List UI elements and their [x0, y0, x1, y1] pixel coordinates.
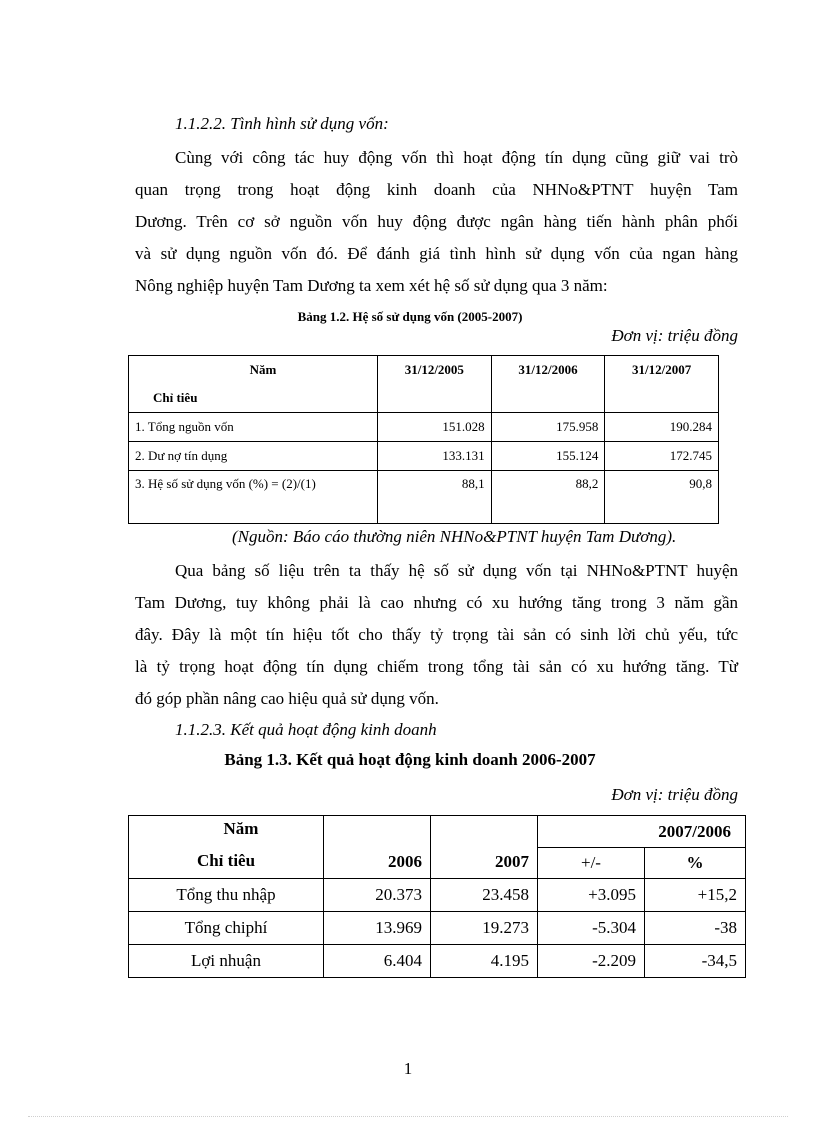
table-caption-business-results: Bảng 1.3. Kết quả hoạt động kinh doanh 2006-2007 — [224, 750, 596, 769]
page-number: 1 — [403, 1059, 413, 1078]
row-label: 1. Tổng nguồn vốn — [129, 413, 378, 442]
cell-value: 133.131 — [378, 442, 492, 471]
paragraph-line: Qua bảng số liệu trên ta thấy hệ số sử dụng vốn tại NHNo&PTNT huyện — [175, 561, 738, 580]
business-results-table — [128, 815, 746, 978]
table-row — [129, 442, 719, 471]
paragraph-line: là tỷ trọng hoạt động tín dụng chiếm trong tổng tài sản có xu hướng tăng. Từ — [135, 657, 738, 676]
paragraph-line: Cùng với công tác huy động vốn thì hoạt động tín dụng cũng giữ vai trò — [175, 148, 738, 167]
header-year: Năm — [223, 819, 259, 838]
table-caption-capital-ratio: Bảng 1.2. Hệ số sử dụng vốn (2005-2007) — [297, 309, 523, 324]
header-col-2006: 31/12/2006 — [491, 356, 605, 413]
unit-label: Đơn vị: triệu đồng — [611, 326, 738, 345]
cell-value: -38 — [645, 912, 746, 945]
unit-label: Đơn vị: triệu đồng — [611, 785, 738, 804]
cell-value: +3.095 — [538, 879, 645, 912]
table-row — [129, 413, 719, 442]
cell-value: 20.373 — [324, 879, 431, 912]
cell-value: 19.273 — [431, 912, 538, 945]
section-heading-business-results: 1.1.2.3. Kết quả hoạt động kinh doanh — [175, 720, 437, 739]
paragraph-capital-use — [135, 142, 738, 302]
capital-ratio-table — [128, 355, 719, 524]
row-label: 2. Dư nợ tín dụng — [129, 442, 378, 471]
row-label: 3. Hệ số sử dụng vốn (%) = (2)/(1) — [129, 471, 378, 524]
cell-value: -5.304 — [538, 912, 645, 945]
header-col-2006: 2006 — [324, 816, 431, 879]
header-col-pct: % — [645, 848, 746, 879]
cell-value: 175.958 — [491, 413, 605, 442]
header-col-2007: 2007 — [431, 816, 538, 879]
table-row — [129, 945, 746, 978]
table-header-row — [129, 816, 746, 848]
header-col-diff: +/- — [538, 848, 645, 879]
table-header-row — [129, 356, 719, 413]
header-cell-corner — [129, 356, 378, 413]
cell-value: 4.195 — [431, 945, 538, 978]
cell-value: 88,2 — [491, 471, 605, 524]
header-year: Năm — [249, 362, 277, 377]
paragraph-line: Tam Dương, tuy không phải là cao nhưng có xu hướng tăng trong 3 năm gần — [135, 593, 738, 612]
cell-value: 190.284 — [605, 413, 719, 442]
section-heading-capital-use: 1.1.2.2. Tình hình sử dụng vốn: — [175, 114, 389, 133]
cell-value: 88,1 — [378, 471, 492, 524]
table-row — [129, 471, 719, 524]
table-row — [129, 879, 746, 912]
row-label: Tổng thu nhập — [129, 879, 324, 912]
row-label: Tổng chiphí — [129, 912, 324, 945]
row-label: Lợi nhuận — [129, 945, 324, 978]
paragraph-line: đây. Đây là một tín hiệu tốt cho thấy tỷ trọng tài sản có sinh lời chủ yếu, tức — [135, 625, 738, 644]
cell-value: 155.124 — [491, 442, 605, 471]
cell-value: 23.458 — [431, 879, 538, 912]
cell-value: -34,5 — [645, 945, 746, 978]
cell-value: 90,8 — [605, 471, 719, 524]
cell-value: -2.209 — [538, 945, 645, 978]
paragraph-line: và sử dụng nguồn vốn đó. Để đánh giá tình hình sử dụng vốn của ngan hàng — [135, 244, 738, 263]
header-col-compare: 2007/2006 — [538, 816, 746, 848]
cell-value: 151.028 — [378, 413, 492, 442]
cell-value: 172.745 — [605, 442, 719, 471]
header-indicator: Chỉ tiêu — [153, 390, 198, 405]
header-cell-corner — [129, 816, 324, 879]
paragraph-line: đó góp phần nâng cao hiệu quả sử dụng vốn. — [135, 689, 439, 708]
cell-value: +15,2 — [645, 879, 746, 912]
header-col-2005: 31/12/2005 — [378, 356, 492, 413]
paragraph-analysis — [135, 555, 738, 715]
page-break-divider — [28, 1116, 788, 1117]
cell-value: 13.969 — [324, 912, 431, 945]
cell-value: 6.404 — [324, 945, 431, 978]
header-indicator: Chỉ tiêu — [196, 851, 256, 870]
table-source: (Nguồn: Báo cáo thường niên NHNo&PTNT huyện Tam Dương). — [232, 527, 677, 546]
header-col-2007: 31/12/2007 — [605, 356, 719, 413]
paragraph-line: quan trọng trong hoạt động kinh doanh của NHNo&PTNT huyện Tam — [135, 180, 738, 199]
paragraph-line: Dương. Trên cơ sở nguồn vốn huy động được ngân hàng tiến hành phân phối — [135, 212, 738, 231]
table-row — [129, 912, 746, 945]
paragraph-line: Nông nghiệp huyện Tam Dương ta xem xét hệ số sử dụng qua 3 năm: — [135, 276, 608, 295]
